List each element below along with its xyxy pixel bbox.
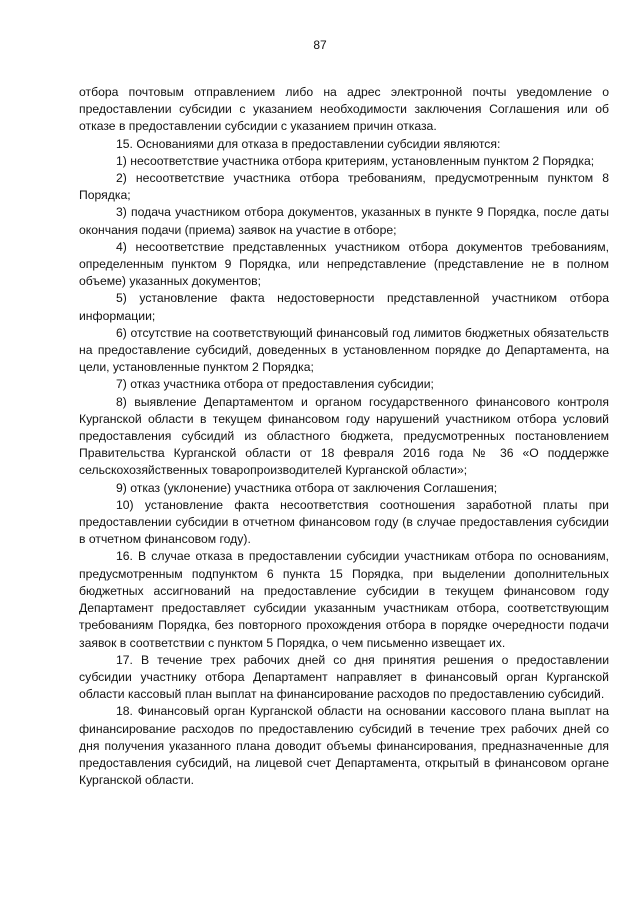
paragraph-15-item-1: 1) несоответствие участника отбора критериям, установленным пунктом 2 Порядка;: [116, 153, 595, 168]
paragraph-15-item-3: 3) подача участником отбора документов, указанных в пункте 9 Порядка, после даты окончания подачи (приема) заявок на участие в отборе;: [79, 205, 609, 237]
page-number: 87: [313, 38, 327, 52]
paragraph-15-item-4: 4) несоответствие представленных участником отбора документов требованиям, определенным пунктом 9 Порядка, или непредставление (представление не в полном объеме) указанных документов;: [79, 239, 609, 289]
paragraph-15-item-5: 5) установление факта недостоверности представленной участником отбора информации;: [79, 291, 609, 323]
paragraph-15-item-9: 9) отказ (уклонение) участника отбора от заключения Соглашения;: [116, 480, 498, 495]
paragraph-16: 16. В случае отказа в предоставлении субсидии участникам отбора по основаниям, предусмотренным подпунктом 6 пункта 15 Порядка, при выделении дополнительных бюджетных ассигнований на предоставление субсидии в текущем финансовом году Департамент предоставляет субсидии указанным участникам отбора, соответствующим требованиям Порядка, без повторного прохождения отбора в порядке очередности подачи заявок в соответствии с пунктом 5 Порядка, о чем письменно извещает их.: [79, 549, 609, 650]
paragraph-15-item-7: 7) отказ участника отбора от предоставления субсидии;: [116, 377, 434, 392]
paragraph-continuation: отбора почтовым отправлением либо на адрес электронной почты уведомление о предоставлении субсидии с указанием необходимости заключения Соглашения или об отказе в предоставлении субсидии с указанием причин отказа.: [79, 85, 609, 134]
paragraph-17: 17. В течение трех рабочих дней со дня принятия решения о предоставлении субсидии участнику отбора Департамент направляет в финансовый орган Курганской области кассовый план выплат на финансирование расходов по предоставлению субсидий.: [79, 652, 609, 702]
document-body: [79, 84, 609, 789]
paragraph-15-item-8: 8) выявление Департаментом и органом государственного финансового контроля Курганской области в текущем финансовом году нарушений участником отбора условий предоставления субсидий из областного бюджета, предусмотренных постановлением Правительства Курганской области от 18 февраля 2016 года № 36 «О поддержке сельскохозяйственных товаропроизводителей Курганской области»;: [79, 394, 609, 478]
paragraph-15: 15. Основаниями для отказа в предоставлении субсидии являются:: [116, 136, 501, 151]
paragraph-15-item-10: 10) установление факта несоответствия соотношения заработной платы при предоставлении субсидии в отчетном финансовом году (в случае предоставления субсидии в отчетном финансовом году).: [79, 497, 609, 547]
paragraph-15-item-6: 6) отсутствие на соответствующий финансовый год лимитов бюджетных обязательств на предоставление субсидий, доведенных в установленном порядке до Департамента, на цели, установленные пунктом 2 Порядка;: [79, 325, 609, 375]
paragraph-18: 18. Финансовый орган Курганской области на основании кассового плана выплат на финансирование расходов по предоставлению субсидий в течение трех рабочих дней со дня получения указанного плана доводит объемы финансирования, предназначенные для предоставления субсидий, на лицевой счет Департамента, открытый в финансовом органе Курганской области.: [79, 704, 609, 788]
paragraph-15-item-2: 2) несоответствие участника отбора требованиям, предусмотренным пунктом 8 Порядка;: [79, 171, 609, 203]
